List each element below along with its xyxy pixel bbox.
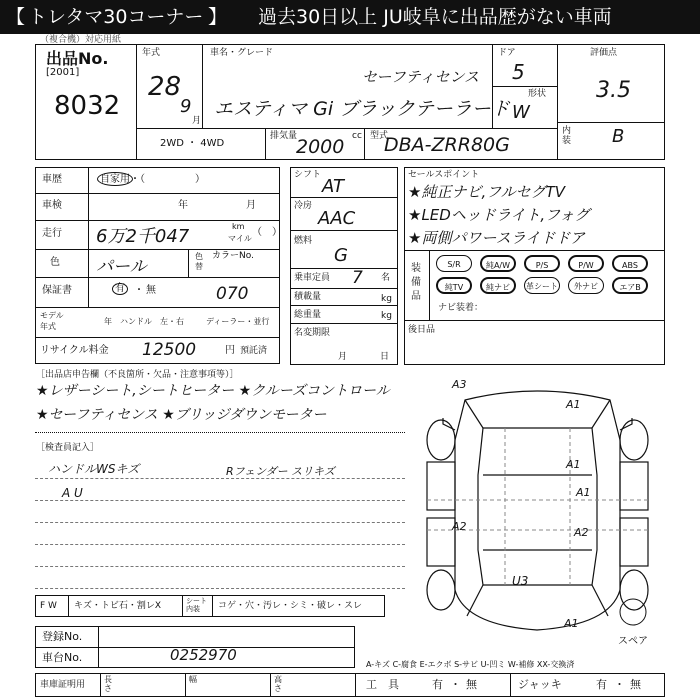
capacity-label: 乗車定員: [294, 273, 331, 283]
inspection-year: 年: [178, 200, 188, 211]
lot-label: 出品No.: [46, 49, 109, 68]
shift-label: シフト: [294, 170, 322, 180]
tools-label: 工 具: [366, 678, 399, 691]
jack-has: 有: [596, 678, 607, 691]
color-code: 070: [216, 284, 249, 304]
model-code-label: 型式: [370, 131, 389, 141]
banner-bracket-left: 【: [6, 6, 26, 28]
load-label: 積載量: [294, 292, 322, 302]
seat-items: コゲ・穴・汚レ・シミ・破レ・スレ: [218, 601, 363, 611]
shape-value: W: [512, 102, 530, 123]
equip-pw: P/W: [568, 255, 604, 272]
cert-width: 幅: [189, 675, 197, 684]
warranty-has: 有: [112, 283, 128, 295]
gross-unit: kg: [381, 311, 392, 321]
recycle-deposit: 預託済: [240, 346, 268, 356]
recycle-value: 12500: [142, 340, 197, 360]
equip-ext-navi: 外ナビ: [568, 277, 604, 294]
declaration-line-1: ★レザーシート,シートヒーター ★クルーズコントロール: [36, 383, 390, 399]
year-month-unit: 月: [192, 116, 202, 126]
expiry-month: 月: [338, 352, 348, 362]
header-banner: [0, 0, 700, 34]
inspection-month: 月: [246, 200, 256, 211]
damage-mark-2: A1: [566, 398, 581, 411]
history-label: 車歴: [42, 174, 62, 185]
jack-label: ジャッキ: [518, 678, 562, 691]
color-code-label: カラーNo.: [212, 251, 254, 261]
bottom-row: [35, 673, 665, 697]
equip-sr: S/R: [436, 255, 472, 272]
lot-tag: [2001]: [46, 67, 80, 78]
cert-label: 車庫証明用: [40, 680, 86, 690]
fw-items: キズ・トビ石・割レX: [74, 601, 161, 611]
gross-label: 総重量: [294, 310, 322, 320]
history-options: 自家用・（ ）: [100, 174, 205, 185]
model-name: エスティマ Gi ブラックテーラード: [214, 98, 510, 120]
sales-points-label: セールスポイント: [408, 170, 480, 180]
recycle-unit: 円: [225, 345, 235, 356]
chassis-label: 車台No.: [42, 651, 83, 664]
equipment-label: 装備品: [411, 263, 421, 302]
seat-label: シート内装: [186, 597, 207, 613]
cert-long: 長さ: [104, 675, 112, 693]
equip-leather: 革シート: [524, 277, 560, 294]
history-circle: [97, 172, 133, 186]
warranty-sep: ・: [134, 285, 144, 296]
doors-label: ドア: [498, 48, 516, 58]
color-label: 色: [50, 257, 60, 268]
tools-sep: ・: [450, 678, 461, 691]
registration-label: 登録No.: [42, 630, 83, 643]
cooling-label: 冷房: [294, 201, 313, 211]
mileage-value: 6万2千047: [96, 226, 190, 247]
equip-abs: ABS: [612, 255, 648, 272]
tools-has: 有: [432, 678, 443, 691]
damage-mark-3: A1: [566, 458, 581, 471]
recycle-label: リサイクル料金: [40, 345, 109, 356]
capacity-value: 7: [352, 268, 363, 288]
declaration-label: ［出品店申告欄（不良箇所・欠品・注意事項等）］: [36, 370, 239, 380]
shift-value: AT: [322, 176, 344, 197]
damage-mark-6: A2: [574, 526, 589, 539]
score-label: 評価点: [590, 48, 618, 58]
damage-mark-4: A1: [576, 486, 591, 499]
sales-point-2: ★LEDヘッドライト,フォグ: [408, 206, 590, 224]
mileage-label: 走行: [42, 228, 62, 239]
color-value: パール: [96, 257, 147, 277]
doors-value: 5: [512, 60, 525, 84]
model-year-label-bottom: 年式: [40, 322, 56, 331]
model-year-dealer: ディーラー・並行: [206, 317, 270, 326]
after-day-label: 後日品: [408, 325, 436, 335]
inspection-label: 車検: [42, 200, 62, 211]
inspector-note-2: Rフェンダー スリキズ: [226, 465, 335, 478]
spare-label: スペア: [618, 636, 648, 647]
fuel-label: 燃料: [294, 236, 313, 246]
displacement-label: 排気量: [270, 131, 298, 141]
displacement-unit: cc: [352, 131, 362, 141]
year-era: 28: [148, 72, 182, 102]
sales-point-3: ★両側パワースライドドア: [408, 229, 585, 247]
shape-label: 形状: [528, 89, 547, 99]
equip-ps: P/S: [524, 255, 560, 272]
year-month: 9: [180, 96, 192, 117]
jack-none: 無: [630, 678, 641, 691]
equip-navi: 純ナビ: [480, 277, 516, 294]
inspector-label: ［検査員記入］: [36, 443, 100, 453]
expiry-day: 日: [380, 352, 390, 362]
declaration-line-2: ★セーフティセンス ★ブリッジダウンモーター: [36, 407, 327, 423]
interior-value: B: [612, 126, 625, 147]
model-year-label-top: モデル: [40, 311, 64, 320]
model-year-year: 年: [104, 317, 112, 326]
damage-mark-5: A2: [452, 520, 467, 533]
interior-label: 内装: [562, 126, 572, 146]
banner-notice: 過去30日以上 JU岐阜に出品歴がない車両: [258, 6, 612, 28]
expiry-label: 名変期限: [294, 328, 331, 338]
load-unit: kg: [381, 294, 392, 304]
banner-bracket-right: 】: [208, 6, 228, 28]
damage-legend: A-キズ C-腐食 E-エクボ S-サビ U-凹ミ W-補修 XX-交換済: [366, 660, 575, 669]
mileage-unit-mile: マイル: [228, 234, 252, 243]
inspector-note-3: A U: [62, 486, 83, 500]
year-label: 年式: [142, 48, 161, 58]
tools-none: 無: [466, 678, 477, 691]
drive-value: 2WD ・ 4WD: [160, 138, 225, 149]
damage-mark-7: U3: [512, 574, 529, 588]
capacity-unit: 名: [381, 273, 391, 283]
details-table: [35, 167, 280, 364]
cooling-value: AAC: [318, 208, 356, 229]
fuel-value: G: [334, 245, 348, 266]
displacement-value: 2000: [296, 136, 345, 158]
sales-point-1: ★純正ナビ,フルセグTV: [408, 183, 566, 201]
model-label: 車名・グレード: [210, 48, 274, 58]
chassis-value: 0252970: [170, 646, 237, 664]
cert-height: 高さ: [274, 675, 282, 693]
mileage-unit-km: km: [232, 222, 245, 231]
model-code-value: DBA-ZRR80G: [384, 134, 510, 156]
warranty-none: 無: [146, 285, 156, 296]
inspector-note-1: ハンドルWSキズ: [48, 462, 140, 476]
model-year-handle: ハンドル 左・右: [120, 317, 184, 326]
score-value: 3.5: [596, 78, 631, 103]
color-sub-label: 色替: [195, 252, 203, 271]
jack-sep: ・: [614, 678, 625, 691]
model-note: セーフティセンス: [362, 68, 480, 86]
subheader: （複合機）対応用紙: [40, 35, 122, 45]
mileage-paren: （ ）: [252, 227, 282, 238]
equip-tv: 純TV: [436, 277, 472, 294]
warranty-label: 保証書: [42, 285, 72, 296]
equip-airbag: エアB: [612, 277, 648, 294]
lot-number: 8032: [54, 91, 121, 121]
equipment-navi-label: ナビ装着：: [438, 303, 484, 313]
banner-corner-title: トレタマ30コーナー: [28, 6, 204, 28]
equip-alloy: 純A/W: [480, 255, 516, 272]
damage-mark-8: A1: [564, 617, 579, 630]
car-diagram: [405, 380, 670, 640]
fw-label: F W: [40, 601, 57, 611]
damage-mark-1: A3: [452, 378, 467, 391]
